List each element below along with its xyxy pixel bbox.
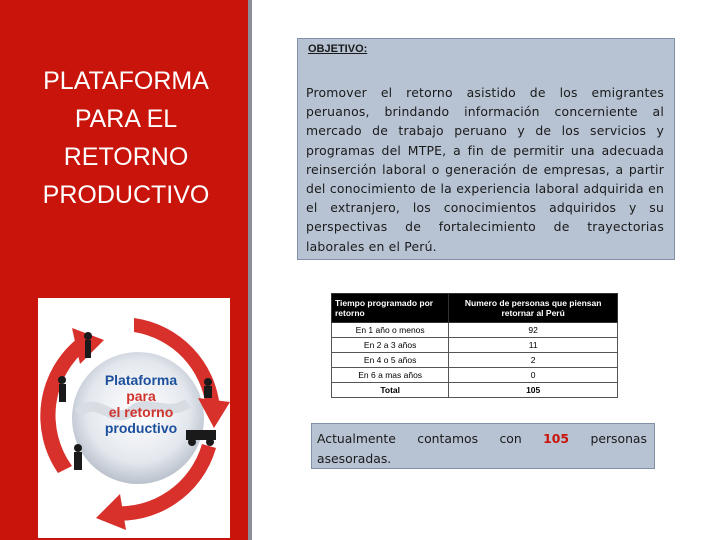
table-cell: 105: [449, 383, 618, 398]
table-cell: 0: [449, 368, 618, 383]
logo-line: el retorno: [108, 404, 174, 420]
table-cell: En 2 a 3 años: [332, 338, 449, 353]
table-cell: En 6 a mas años: [332, 368, 449, 383]
table-cell: En 1 año o menos: [332, 323, 449, 338]
title-line: PARA EL: [74, 105, 178, 133]
table-header-row: [332, 294, 618, 323]
table-cell: En 4 o 5 años: [332, 353, 449, 368]
table-cell: 2: [449, 353, 618, 368]
logo-line: para: [126, 388, 156, 404]
left-red-panel: [0, 0, 252, 540]
table-row: [332, 323, 618, 338]
table-total-row: [332, 383, 618, 398]
return-time-table: [331, 293, 618, 398]
objective-text: Promover el retorno asistido de los emigrantes peruanos, brindando información concerniente al mercado de trabajo peruano y de los servicios y programas del MTPE, a fin de permitir una adecuada reinserción laboral o generación de empresas, a partir del conocimiento de la experiencia laboral adquirida en el extranjero, los conocimientos adquiridos y su perspectivas de fortalecimiento de trayectorias laborales en el Perú.: [306, 85, 664, 254]
logo-text: [96, 372, 186, 436]
table-row: [332, 368, 618, 383]
logo-line: productivo: [104, 420, 178, 436]
table-cell: 11: [449, 338, 618, 353]
title-line: PRODUCTIVO: [42, 181, 210, 209]
table-row: [332, 338, 618, 353]
platform-logo: [38, 298, 230, 538]
table-header: Tiempo programado por retorno: [332, 294, 449, 323]
table-cell: Total: [332, 383, 449, 398]
page-title: [10, 62, 242, 214]
table-header: Numero de personas que piensan retornar al Perú: [449, 294, 618, 323]
objective-label: OBJETIVO:: [308, 43, 368, 55]
note-text: [317, 429, 647, 469]
table-cell: 92: [449, 323, 618, 338]
note-suffix: personas asesoradas.: [317, 431, 647, 466]
title-line: RETORNO: [63, 143, 189, 171]
note-prefix: Actualmente contamos con: [317, 431, 522, 446]
table-row: [332, 353, 618, 368]
logo-line: Plataforma: [104, 372, 178, 388]
title-line: PLATAFORMA: [43, 67, 209, 95]
note-box: [311, 423, 655, 469]
advised-count: 105: [543, 431, 570, 446]
objective-box: [297, 38, 675, 260]
